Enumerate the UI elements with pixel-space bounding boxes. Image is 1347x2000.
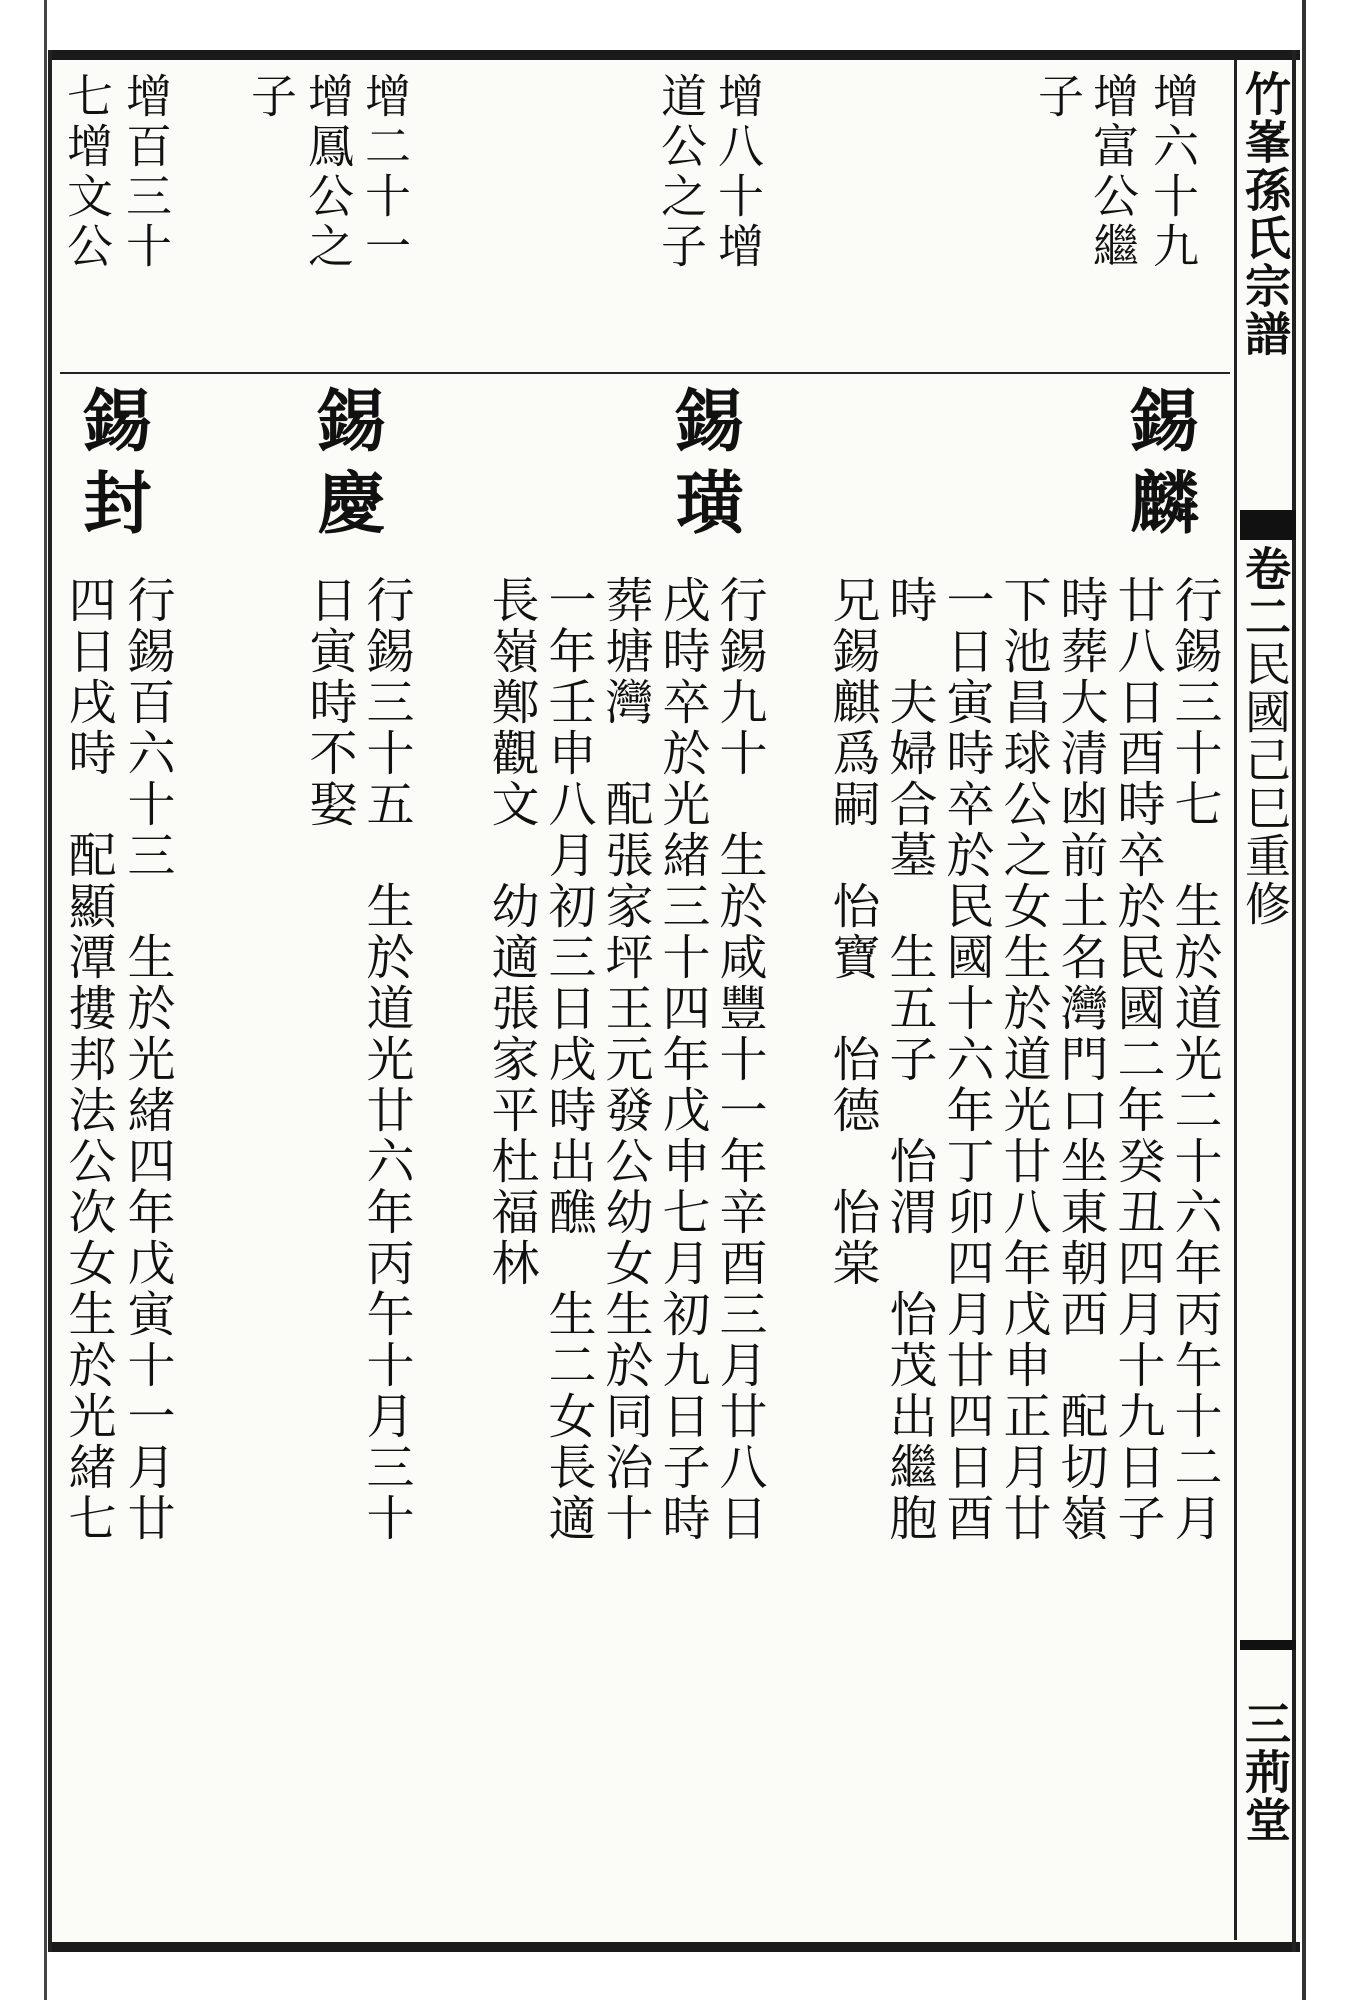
biography-line: 行錫三十五 生於道光廿六年丙午十月三十 <box>358 575 414 1544</box>
lineage-line: 增富公繼 <box>1086 72 1140 272</box>
fishtail-mark <box>1240 510 1296 540</box>
person-name: 錫封 <box>72 385 152 549</box>
lineage-line: 增百三十 <box>119 72 173 272</box>
top-border <box>48 50 1300 60</box>
biography-line: 戌時卒於光緒三十四年戊申七月初九日子時 <box>654 575 710 1544</box>
hall-name: 三荊堂 <box>1238 1700 1292 1844</box>
biography-line: 行錫百六十三 生於光緒四年戊寅十一月廿 <box>119 575 175 1544</box>
book-title: 竹峯孫氏宗譜 <box>1238 70 1292 358</box>
biography-line: 葬塘灣 配張家坪王元發公幼女生於同治十 <box>597 575 653 1544</box>
edition-label: 民國己巳重修 <box>1238 640 1292 928</box>
volume-label: 卷二 <box>1238 545 1292 641</box>
biography-line: 廿八日酉時卒於民國二年癸丑四月十九日子 <box>1109 575 1165 1544</box>
lineage-line: 增二十一 <box>358 72 412 272</box>
folio-mark <box>1240 1640 1296 1650</box>
biography-line: 一日寅時卒於民國十六年丁卯四月廿四日酉 <box>938 575 994 1544</box>
lineage-line: 道公之子 <box>654 72 708 272</box>
lineage-line: 增鳳公之 <box>301 72 355 272</box>
biography-line: 行錫九十 生於咸豐十一年辛酉三月廿八日 <box>711 575 767 1544</box>
page-edge-right <box>1302 0 1306 2000</box>
page-edge-left <box>44 0 47 2000</box>
person-name: 錫慶 <box>306 385 386 549</box>
biography-line: 行錫三十七 生於道光二十六年丙午十二月 <box>1166 575 1222 1544</box>
biography-line: 日寅時不娶 <box>301 575 357 830</box>
biography-line: 時葬大清凼前土名灣門口坐東朝西 配切嶺 <box>1052 575 1108 1544</box>
header-divider <box>60 372 1230 374</box>
biography-line: 四日戌時 配顯潭摟邦法公次女生於光緒七 <box>60 575 116 1544</box>
biography-line: 下池昌球公之女生於道光廿八年戊申正月廿 <box>995 575 1051 1544</box>
lineage-line: 增八十增 <box>711 72 765 272</box>
person-name: 錫璜 <box>664 385 744 549</box>
person-name: 錫麟 <box>1119 385 1199 549</box>
margin-column-rule <box>1234 60 1237 1940</box>
biography-line: 一年壬申八月初三日戌時出醮 生二女長適 <box>540 575 596 1544</box>
lineage-line: 子 <box>244 72 298 122</box>
biography-line: 時 夫婦合墓 生五子 怡渭 怡茂出繼胞 <box>881 575 937 1544</box>
lineage-line: 七增文公 <box>60 72 114 272</box>
biography-line: 兄錫麒爲嗣 怡寶 怡德 怡棠 <box>824 575 880 1289</box>
left-border <box>48 50 52 1952</box>
lineage-line: 增六十九 <box>1146 72 1200 272</box>
bottom-border <box>48 1942 1300 1952</box>
biography-line: 長嶺鄭觀文 幼適張家平杜福林 <box>483 575 539 1289</box>
lineage-line: 子 <box>1031 72 1085 122</box>
right-border <box>1292 50 1296 1952</box>
